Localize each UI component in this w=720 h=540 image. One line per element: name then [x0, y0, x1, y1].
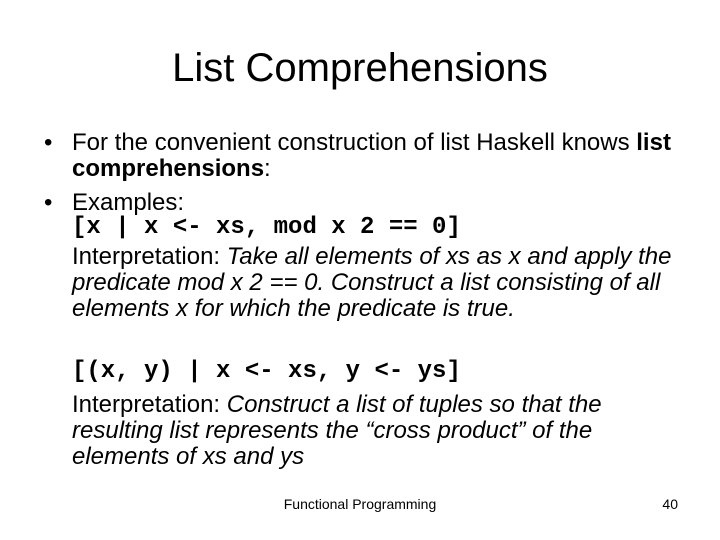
interpretation-label: Interpretation:: [72, 243, 227, 270]
bullet-text-bold: list comprehensions: [72, 129, 671, 182]
bullet-text-suffix: :: [264, 155, 271, 182]
interpretation-label: Interpretation:: [72, 391, 227, 418]
bullet-marker: •: [44, 129, 53, 156]
code-example-1: [x | x <- xs, mod x 2 == 0]: [72, 214, 461, 241]
page-number: 40: [662, 496, 678, 512]
bullet-text-plain: For the convenient construction of list Haskell knows: [72, 129, 637, 156]
interpretation-1: [72, 244, 692, 322]
bullet-marker: •: [44, 189, 53, 216]
footer-course: Functional Programming: [283, 496, 437, 512]
bullet-text: Examples:: [72, 189, 185, 216]
interpretation-text: Take all elements of xs as x and apply the predicate mod x 2 == 0. Construct a list consisting of all elements x for which the predicate is true.: [72, 243, 672, 322]
interpretation-2: [72, 392, 692, 470]
interpretation-text: Construct a list of tuples so that the resulting list represents the “cross product” of the elements of xs and ys: [72, 391, 602, 470]
code-example-2: [(x, y) | x <- xs, y <- ys]: [72, 358, 461, 385]
bullet-text: [72, 130, 692, 182]
slide-title: List Comprehensions: [172, 46, 548, 90]
